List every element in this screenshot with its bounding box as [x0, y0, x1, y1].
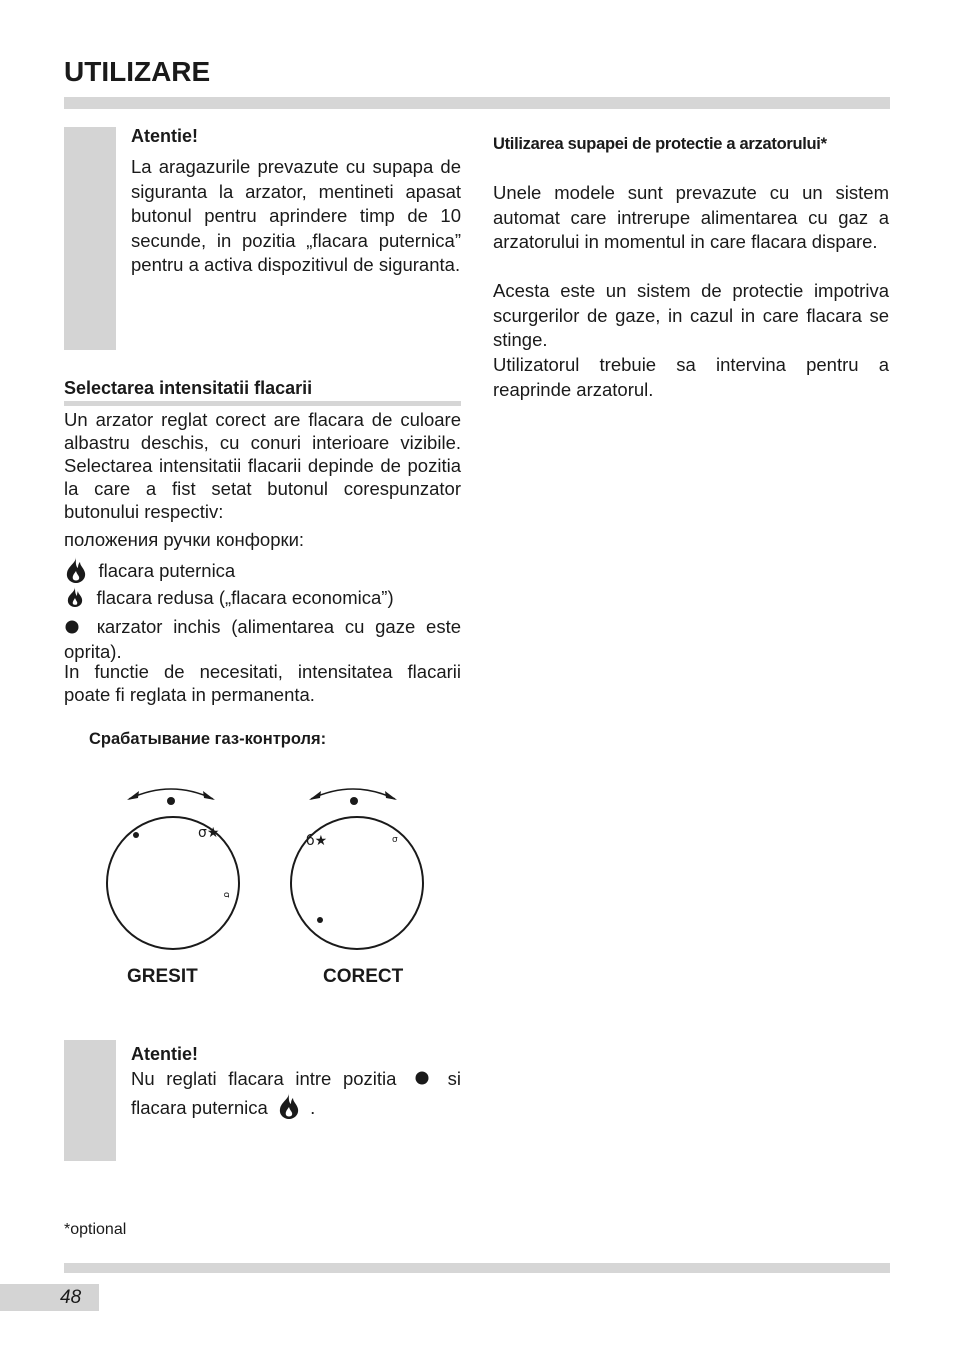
knob-diagram: [95, 775, 445, 955]
note2-text: [131, 1067, 461, 1127]
section-heading: Selectarea intensitatii flacarii: [64, 378, 313, 398]
note-text: La aragazurile prevazute cu supapa de siguranta la arzator, mentineti apasat butonul pentru aprindere timp de 10 secunde, in pozitia „flacara puternica” pentru a activa dispozitivul de siguranta.: [131, 156, 461, 275]
off-dot-icon: [414, 1068, 430, 1093]
note-sidebar: [64, 127, 116, 350]
svg-text:σ: σ: [392, 835, 398, 845]
svg-text:σ: σ: [221, 892, 231, 898]
gas-control-heading: Срабатывание газ-контроля:: [89, 730, 327, 748]
footer-divider: [64, 1263, 890, 1273]
note2-text-end: .: [310, 1097, 316, 1119]
positions-label: положения ручки конфорки:: [64, 529, 305, 550]
correct-label: CORECT: [323, 966, 404, 987]
list-item-text: flacara redusa („flacara economica”): [96, 587, 394, 608]
large-flame-icon: [277, 1092, 301, 1127]
note2-title: Atentie!: [131, 1044, 198, 1064]
wrong-knob: [107, 789, 239, 949]
svg-text:б★: б★: [306, 833, 328, 849]
knob-diagram-svg: [95, 775, 445, 955]
off-dot-icon: [64, 617, 80, 640]
right-paragraph: Acesta este un sistem de protectie impotriva scurgerilor de gaze, in cazul in care flacara se stinge.: [493, 280, 889, 350]
list-item: [64, 556, 461, 589]
page-title: UTILIZARE: [64, 56, 211, 87]
note2-text-before: Nu reglati flacara intre pozitia: [131, 1068, 397, 1089]
closing-paragraph: In functie de necesitati, intensitatea flacarii poate fi reglata in permanenta.: [64, 661, 461, 705]
large-flame-icon: [64, 556, 88, 589]
wrong-label: GRESIT: [127, 966, 198, 987]
right-heading: Utilizarea supapei de protectie a arzatorului*: [493, 135, 827, 153]
section-divider: [64, 401, 461, 406]
list-item-text: flacara puternica: [98, 559, 236, 581]
page-number-box: [0, 1284, 99, 1311]
section-paragraph: Un arzator reglat corect are flacara de culoare albastru deschis, cu conuri interioare vizibile. Selectarea intensitatii flacarii depinde de pozitia la care a fist setat butonul corespunzator butonului respectiv:: [64, 409, 461, 522]
footnote: *optional: [64, 1221, 127, 1238]
note2-text-middle: si flacara puternica: [131, 1068, 462, 1119]
right-paragraph: Utilizatorul trebuie sa intervina pentru a reaprinde arzatorul.: [493, 354, 889, 400]
right-paragraph: Unele modele sunt prevazute cu un sistem automat care intrerupe alimentarea cu gaz a arzatorului in momentul in care flacara dispare.: [493, 182, 889, 252]
list-item-text: кarzator inchis (alimentarea cu gaze este oprita).: [64, 616, 461, 662]
small-flame-icon: [66, 586, 84, 613]
title-divider: [64, 97, 890, 109]
svg-text:σ★: σ★: [198, 825, 220, 841]
correct-knob: [291, 789, 423, 949]
list-item: [64, 586, 461, 613]
page-number: 48: [60, 1287, 82, 1308]
note2-sidebar: [64, 1040, 116, 1161]
list-item: [64, 615, 461, 663]
note-title: Atentie!: [131, 126, 198, 146]
